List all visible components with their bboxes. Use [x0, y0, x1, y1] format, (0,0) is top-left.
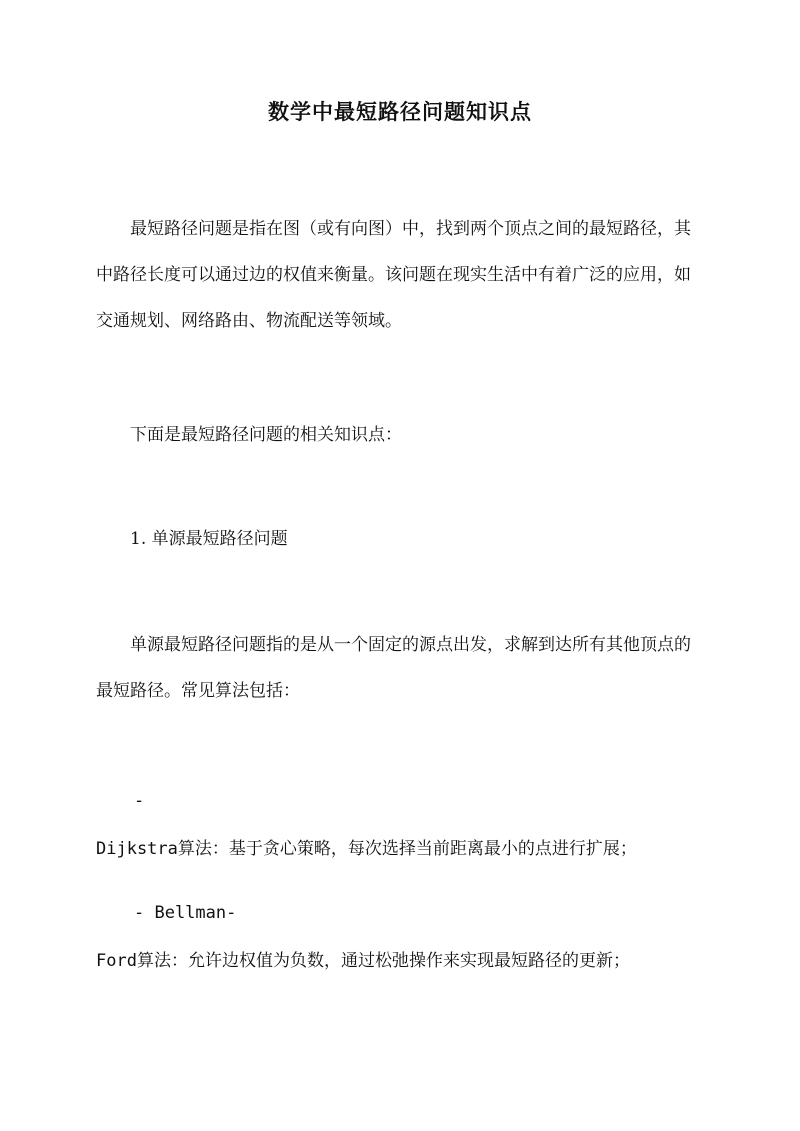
lead-paragraph: 下面是最短路径问题的相关知识点：	[130, 425, 402, 445]
bullet-marker-dijkstra: -	[134, 791, 145, 811]
bullet-marker-bellman-ford: - Bellman-	[134, 903, 237, 923]
algorithm-text-dijkstra: 算法：基于贪心策略，每次选择当前距离最小的点进行扩展；	[177, 839, 637, 859]
algorithm-name-dijkstra: Dijkstra	[96, 839, 178, 859]
bullet-bellman-ford	[96, 938, 704, 984]
section-heading: 1. 单源最短路径问题	[130, 529, 288, 549]
document-title: 数学中最短路径问题知识点	[268, 99, 532, 124]
algorithm-name-ford: Ford	[96, 951, 137, 971]
intro-paragraph: 最短路径问题是指在图（或有向图）中，找到两个顶点之间的最短路径，其中路径长度可以通过边的权值来衡量。该问题在现实生活中有着广泛的应用，如交通规划、网络路由、物流配送等领域。	[96, 219, 691, 331]
algorithm-text-bellman-ford: 算法：允许边权值为负数，通过松弛操作来实现最短路径的更新；	[136, 951, 630, 971]
section-description: 单源最短路径问题指的是从一个固定的源点出发，求解到达所有其他顶点的最短路径。常见算法包括：	[96, 635, 691, 701]
bullet-dijkstra	[96, 826, 704, 872]
